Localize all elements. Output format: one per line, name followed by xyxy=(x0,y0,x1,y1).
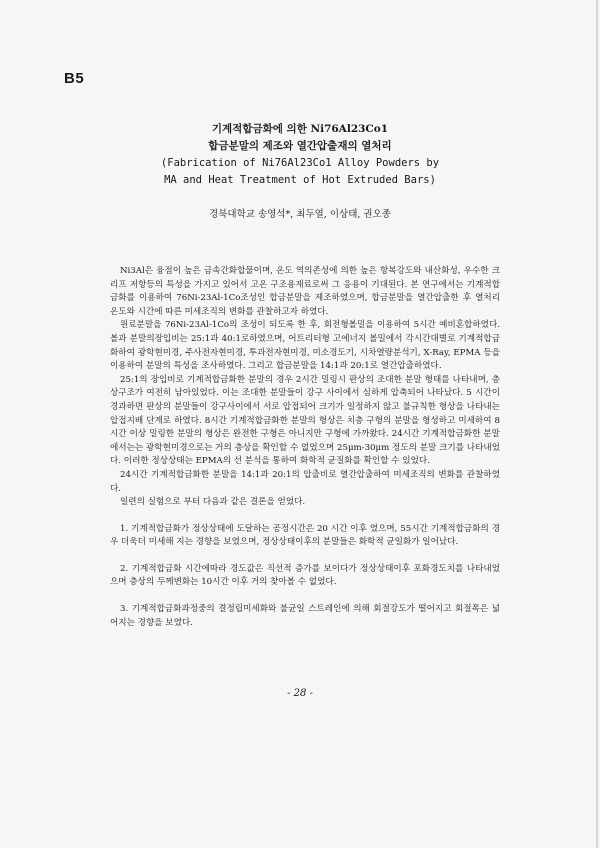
paragraph-intro: Ni3Al은 융점이 높은 금속간화합물이며, 온도 역의존성에 의한 높은 항복강도와 내산화성, 우수한 크리프 저항등의 특성을 가지고 있어서 고온 구조용재료로써 그 응용이 기대된다. 본 연구에서는 기계적합금화를 이용하여 76Ni-23Al-1Co조성인 합금분말을 제조하였으며, 합금분말을 열간압출한 후 열처리 온도와 시간에 따른 미세조직의 변화를 관찰하고자 하였다. xyxy=(110,266,500,317)
title-block xyxy=(120,121,480,189)
title-english-line-1: (Fabrication of Ni76Al23Co1 Alloy Powders by xyxy=(160,157,440,169)
abstract-body xyxy=(110,265,500,630)
paragraph-conclusion-lead: 일련의 실험으로 부터 다음과 같은 결론을 얻었다. xyxy=(120,497,306,508)
section-code: B5 xyxy=(64,70,85,87)
title-korean-line-1: 기계적합금화에 의한 Ni76Al23Co1 xyxy=(211,123,389,135)
paragraph-method: 원료분말을 76Ni-23Al-1Co의 조성이 되도록 한 후, 회전형볼밀을 이용하여 5시간 예비혼합하였다. 볼과 분말의장입비는 25:1과 40:1로하였으며, 어트리터형 고에너지 볼밀에서 각시간대별로 기계적합금화하여 광학현미경, 주사전자현미경, 투과전자현미경, 미소경도기, 시차열량분석기, X-Ray, EPMA 등을 이용하여 분말의 특성을 조사하였다. 그리고 합금분말을 14:1과 20:1로 열간압출하였다. xyxy=(110,320,500,372)
page-number: - 28 - xyxy=(287,688,313,699)
scan-edge-divider xyxy=(596,0,598,848)
title-english-line-2: MA and Heat Treatment of Hot Extruded Bars) xyxy=(164,174,436,186)
conclusion-item-2: 2. 기계적합금화 시간에따라 경도값은 직선적 증가를 보이다가 정상상태이후 포화경도치를 나타내었으며 층상의 두께변화는 10시간 이후 거의 찾아볼 수 없었다. xyxy=(110,563,500,588)
author-affiliation: 경북대학교 송영석*, 최두열, 이상태, 권오종 xyxy=(209,209,391,220)
paragraph-extrusion: 24시간 기계적합금화한 분말을 14:1과 20:1의 압출비로 열간압출하여 미세조직의 변화를 관찰하였다. xyxy=(110,469,500,494)
conclusion-item-1: 1. 기계적합금화가 정상상태에 도달하는 공정시간은 20 시간 이후 였으며, 55시간 기계적합금화의 경우 더욱더 미세해 지는 경향을 보였으며, 정상상태이후의 분말들은 화학적 균일화가 일어났다. xyxy=(110,523,500,548)
paragraph-results: 25:1의 장입비로 기계적합금화한 분말의 경우 2시간 밀링시 판상의 조대한 분말 형태를 나타내며, 층상구조가 여전히 남아있었다. 이는 조대한 분말들이 강구 사이에서 심하게 압축되어 나타났다. 5 시간이 경과하면 판상의 분말들이 강구사이에서 서로 압접되어 크기가 일정하지 않고 불규칙한 형상을 나타내는 압접지배 단계로 하였다. 8시간 기계적합금화한 분말의 형상은 치층 구형의 분말을 형성하고 미세하여 8시간 이상 밀링한 분말의 형상은 완전한 구형은 아니지만 구형에 가까왔다. 24시간 기계적합금화한 분말에서는는 광학현미경으로는 거의 층상을 확인할 수 없었으며 25μm-30μm 정도의 분말 크기를 나타내었다. 이러한 정상상태는 EPMA의 선 분석을 통하여 화학적 균질화를 확인할 수 있었다. xyxy=(110,374,500,467)
conclusion-item-3: 3. 기계적합금화과정중의 결정립미세화와 불균일 스트레인에 의해 회절강도가 떨어지고 회절폭은 넓어지는 경향을 보였다. xyxy=(110,604,500,628)
title-korean-line-2: 합금분말의 제조와 열간압출재의 열처리 xyxy=(208,140,392,152)
